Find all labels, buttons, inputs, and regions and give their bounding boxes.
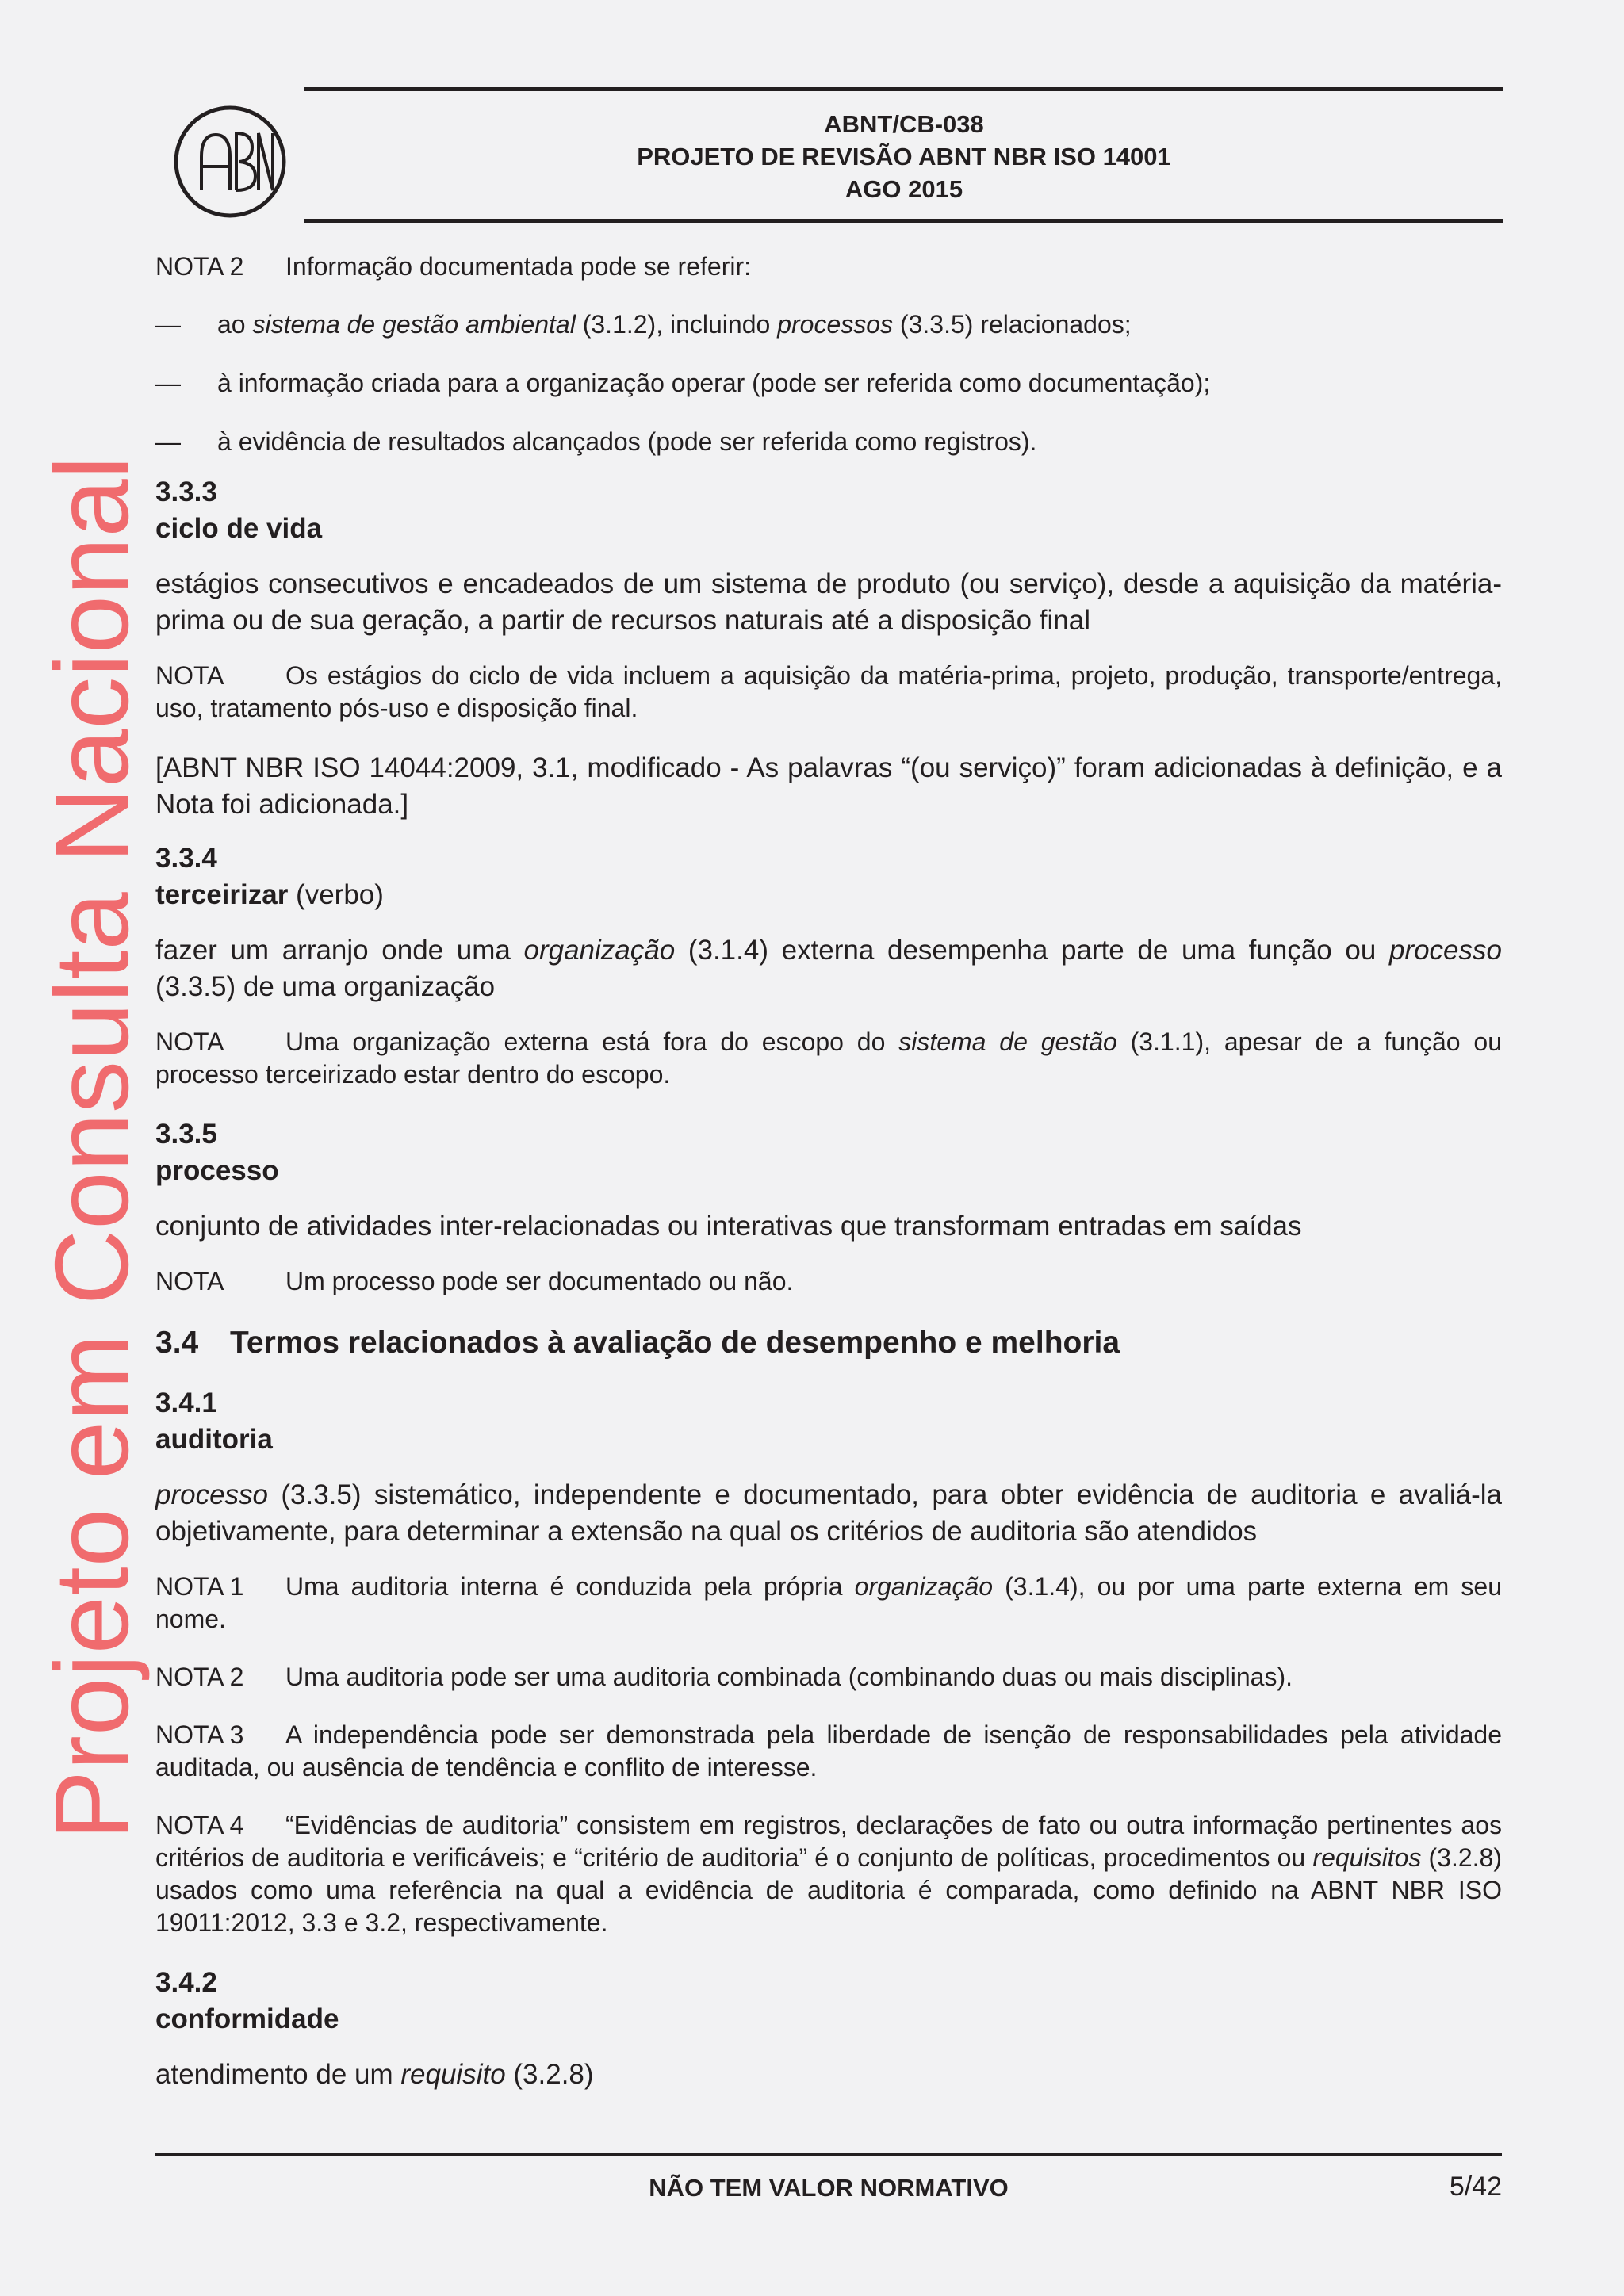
note-text: Uma auditoria interna é conduzida pela própria (285, 1572, 855, 1601)
list-item (155, 426, 1502, 458)
term-source: [ABNT NBR ISO 14044:2009, 3.1, modificado - As palavras “(ou serviço)” foram adicionadas à definição, e a Nota foi adicionada.] (155, 752, 1502, 820)
term-qualifier: (verbo) (288, 879, 384, 910)
term-name (155, 1153, 1502, 1189)
footer-notice: NÃO TEM VALOR NORMATIVO (649, 2174, 1009, 2202)
def-text: (3.3.5) de uma organização (155, 971, 496, 1002)
term-name (155, 511, 1502, 547)
term-number: 3.3.3 (155, 476, 217, 507)
term-note (155, 1719, 1502, 1784)
header-rule-top (304, 87, 1503, 91)
note-label: NOTA 2 (155, 252, 244, 281)
document-date: AGO 2015 (845, 175, 963, 203)
note-label: NOTA 1 (155, 1572, 244, 1601)
term-name (155, 1422, 1502, 1458)
note-text: Os estágios do ciclo de vida incluem a aquisição da matéria-prima, projeto, produção, transporte/entrega, uso, tratamento pós-uso e disposição final. (155, 661, 1502, 722)
term-note (155, 660, 1502, 725)
term-name-text: terceirizar (155, 879, 289, 910)
term-note (155, 1571, 1502, 1636)
note-documented-info (155, 251, 1502, 283)
note-text: A independência pode ser demonstrada pela liberdade de isenção de responsabilidades pela atividade auditada, ou ausência de tendência e conflito de interesse. (155, 1720, 1502, 1781)
note-label: NOTA 2 (155, 1663, 244, 1691)
term-definition (155, 932, 1502, 1005)
term-number: 3.4.2 (155, 1967, 217, 1998)
abnt-logo (170, 101, 290, 222)
term-name (155, 2001, 1502, 2038)
term-name-text: ciclo de vida (155, 513, 323, 544)
list-text-italic: sistema de gestão ambiental (252, 310, 576, 339)
term-name (155, 877, 1502, 913)
note-text: Informação documentada pode se referir: (285, 252, 751, 281)
term-number: 3.4.1 (155, 1387, 217, 1418)
list-item (155, 367, 1502, 400)
note-text: (3.2.8) usados como uma referência na qual a evidência de auditoria é comparada, como definido na ABNT NBR ISO 19011:2012, 3.3 e 3.2, respectivamente. (155, 1843, 1503, 1937)
def-text-italic: requisito (400, 2059, 506, 2090)
note-label: NOTA (155, 1027, 224, 1056)
def-text-italic: organização (523, 935, 676, 966)
list-item (155, 308, 1502, 341)
section-title: Termos relacionados à avaliação de desempenho e melhoria (230, 1326, 1120, 1360)
note-text: (3.1.1), apesar de a função ou processo terceirizado estar dentro do escopo. (155, 1027, 1503, 1089)
list-text: (3.3.5) relacionados; (893, 310, 1132, 339)
document-header (304, 108, 1503, 205)
list-dash: — (155, 310, 181, 339)
list-text-italic: processos (777, 310, 894, 339)
term-definition: conjunto de atividades inter-relacionadas ou interativas que transformam entradas em saídas (155, 1211, 1302, 1242)
section-heading (155, 1323, 1502, 1363)
term-name-text: auditoria (155, 1424, 273, 1455)
list-dash: — (155, 369, 181, 397)
term-definition (155, 1477, 1502, 1550)
footer-rule (155, 2153, 1502, 2156)
note-text: Uma organização externa está fora do escopo do (285, 1027, 899, 1056)
term-definition: estágios consecutivos e encadeados de um sistema de produto (ou serviço), desde a aquisição da matéria-prima ou de sua geração, a partir de recursos naturais até a disposição final (155, 568, 1502, 636)
term-name-text: processo (155, 1155, 279, 1186)
list-text: à informação criada para a organização operar (pode ser referida como documentação); (217, 369, 1211, 397)
term-note (155, 1661, 1502, 1693)
document-body (155, 251, 1502, 2114)
term-name-text: conformidade (155, 2003, 339, 2034)
note-label: NOTA (155, 661, 224, 690)
def-text: (3.3.5) sistemático, independente e documentado, para obter evidência de auditoria e avaliá-la objetivamente, para determinar a extensão na qual os critérios de auditoria são atendidos (155, 1479, 1502, 1547)
term-note (155, 1265, 1502, 1298)
def-text: fazer um arranjo onde uma (155, 935, 524, 966)
list-dash: — (155, 427, 181, 456)
note-text: Um processo pode ser documentado ou não. (285, 1267, 794, 1295)
note-text: (3.1.4), ou por uma parte externa em seu nome. (155, 1572, 1503, 1633)
note-text: Uma auditoria pode ser uma auditoria combinada (combinando duas ou mais disciplinas). (285, 1663, 1293, 1691)
consultation-watermark: Projeto em Consulta Nacional (33, 455, 150, 1841)
section-number: 3.4 (155, 1326, 199, 1360)
term-note (155, 1809, 1502, 1939)
note-text: “Evidências de auditoria” consistem em registros, declarações de fato ou outra informação pertinentes aos critérios de auditoria e verificáveis; e “critério de auditoria” é o conjunto de políticas, procedimentos ou (155, 1811, 1502, 1872)
document-title: PROJETO DE REVISÃO ABNT NBR ISO 14001 (637, 143, 1171, 170)
note-text-italic: requisitos (1312, 1843, 1422, 1872)
list-text: (3.1.2), incluindo (575, 310, 778, 339)
note-label: NOTA 4 (155, 1811, 244, 1839)
list-text: ao (217, 310, 253, 339)
def-text: (3.1.4) externa desempenha parte de uma função ou (675, 935, 1389, 966)
page-number: 5/42 (1449, 2172, 1502, 2202)
header-rule-bottom (304, 219, 1503, 223)
committee-code: ABNT/CB-038 (824, 110, 984, 138)
note-label: NOTA 3 (155, 1720, 244, 1749)
term-number: 3.3.4 (155, 843, 217, 874)
term-note (155, 1026, 1502, 1091)
term-number: 3.3.5 (155, 1119, 217, 1150)
list-text: à evidência de resultados alcançados (pode ser referida como registros). (217, 427, 1037, 456)
note-text-italic: sistema de gestão (898, 1027, 1117, 1056)
def-text: atendimento de um (155, 2059, 401, 2090)
note-label: NOTA (155, 1267, 224, 1295)
note-text-italic: organização (854, 1572, 994, 1601)
def-text-italic: processo (1388, 935, 1502, 966)
def-text: (3.2.8) (505, 2059, 594, 2090)
def-text-italic: processo (155, 1479, 269, 1510)
term-definition (155, 2057, 1502, 2093)
